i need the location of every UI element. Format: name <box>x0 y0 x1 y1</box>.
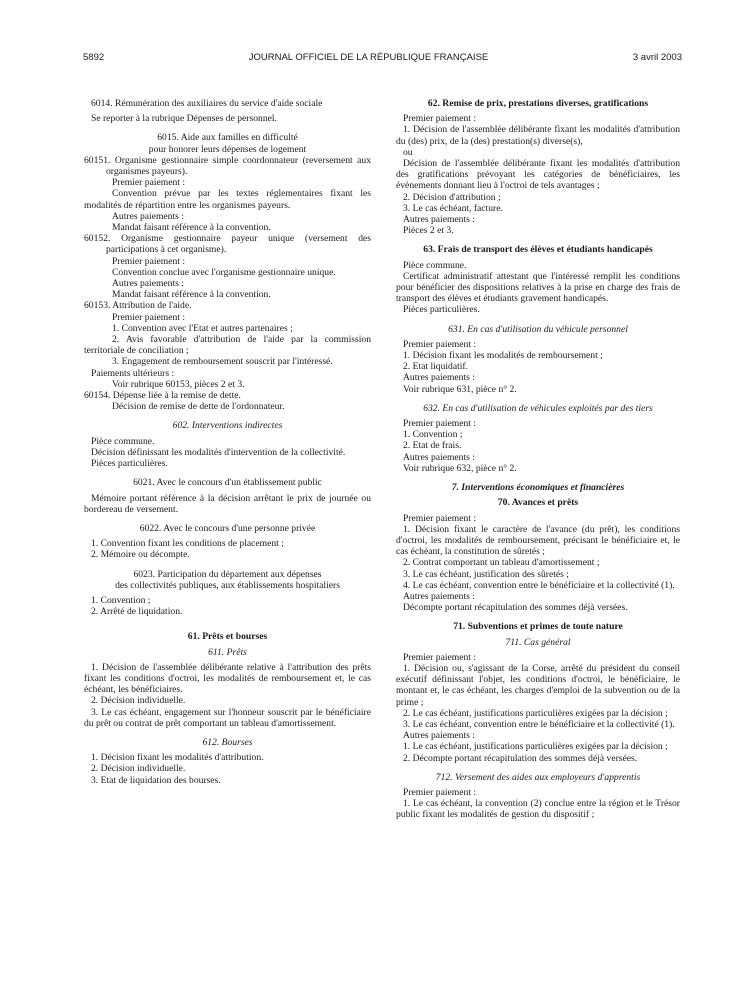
list-item: 3. Etat de liquidation des bourses. <box>91 774 221 786</box>
section-heading: des collectivités publiques, aux établissements hospitaliers <box>115 579 340 591</box>
list-item: 1. Décision fixant les modalités d'attribution. <box>91 752 264 764</box>
list-item: 3. Le cas échéant, facture. <box>403 202 503 214</box>
label: Autres paiements : <box>403 451 475 463</box>
list-item: 3. Le cas échéant, engagement sur l'honneur souscrit par le bénéficiaire du prêt ou contrat de prêt comportant un tableau d'amortissement. <box>84 706 371 729</box>
list-item: 2. Mémoire ou décompte. <box>91 549 190 561</box>
list-item: 2. Arrêté de liquidation. <box>91 606 183 618</box>
subsection-item: 60152. Organisme gestionnaire payeur unique (versement des participations à cet organisme). <box>84 233 371 256</box>
paragraph: Décision de remise de dette de l'ordonnateur. <box>112 401 285 413</box>
list-item: 3. Engagement de remboursement souscrit par l'intéressé. <box>112 356 333 368</box>
label: Autres paiements : <box>403 730 475 742</box>
label: Premier paiement : <box>112 177 185 189</box>
label: Premier paiement : <box>403 512 476 524</box>
paragraph: Mandat faisant référence à la convention. <box>112 289 271 301</box>
subsection-item: 60151. Organisme gestionnaire simple coordonnateur (reversement aux organismes payeurs). <box>84 154 371 178</box>
paragraph: Voir rubrique 631, pièce n° 2. <box>403 383 517 395</box>
paragraph: Convention prévue par les textes réglementaires fixant les modalités de répartition entre les organismes payeurs. <box>84 188 371 211</box>
section-heading: 612. Bourses <box>202 736 253 748</box>
subsection-item: 60153. Attribution de l'aide. <box>84 300 192 312</box>
list-item: 2. Décision d'attribution ; <box>403 191 501 203</box>
right-column <box>396 98 680 821</box>
label: Autres paiements : <box>112 278 184 290</box>
list-item: 2. Avis favorable d'attribution de l'aide par la commission territoriale de conciliation ; <box>84 334 371 357</box>
subsection-item: 60154. Dépense liée à la remise de dette. <box>84 390 241 402</box>
label: Autres paiements : <box>112 210 184 222</box>
paragraph: ou <box>403 146 413 158</box>
list-item: 1. Le cas échéant, la convention (2) conclue entre la région et le Trésor public fixant les modalités de gestion du dispositif ; <box>396 798 680 821</box>
left-column <box>84 98 371 786</box>
paragraph: Pièces particulières. <box>91 458 168 470</box>
section-heading: 712. Versement des aides aux employeurs d'apprentis <box>435 771 641 783</box>
section-heading: 611. Prêts <box>208 646 247 658</box>
section-heading: 632. En cas d'utilisation de véhicules exploités par des tiers <box>423 402 653 414</box>
paragraph: Pièces particulières. <box>403 304 480 316</box>
label: Premier paiement : <box>403 338 476 350</box>
label: Premier paiement : <box>403 651 476 663</box>
section-heading: 6015. Aide aux familles en difficulté <box>157 132 298 144</box>
label: Premier paiement : <box>112 255 185 267</box>
paragraph: Pièce commune. <box>403 259 467 271</box>
paragraph: Convention conclue avec l'organisme gestionnaire unique. <box>112 266 336 278</box>
list-item: 3. Le cas échéant, convention entre le bénéficiaire et la collectivité (1). <box>403 718 675 730</box>
paragraph: Voir rubrique 60153, pièces 2 et 3. <box>112 378 245 390</box>
list-item: 3. Le cas échéant, justification des sûretés ; <box>403 568 569 580</box>
list-item: 1. Décision de l'assemblée délibérante fixant les modalités d'attribution du (des) prix, de la (des) prestation(s) diverse(s), <box>396 124 680 147</box>
list-item: 1. Décision fixant le caractère de l'avance (du prêt), les conditions d'octroi, les modalités de remboursement, précisant le bénéficiaire et, le cas échéant, la constitution de sûretés ; <box>396 523 680 558</box>
section-heading: 70. Avances et prêts <box>497 497 579 509</box>
label: Premier paiement : <box>403 113 476 125</box>
paragraph: Certificat administratif attestant que l'intéressé remplit les conditions pour bénéficier des dispositions relatives à la prise en charge des frais de transport des élèves et étudiants gravement handicapés. <box>396 270 680 305</box>
section-heading: 711. Cas général <box>505 636 571 648</box>
list-item: 1. Convention ; <box>403 429 463 441</box>
paragraph: Se reporter à la rubrique Dépenses de personnel. <box>91 113 277 125</box>
section-heading: 6014. Rémunération des auxiliaires du service d'aide sociale <box>91 98 323 109</box>
section-heading: 6022. Avec le concours d'une personne privée <box>139 522 316 534</box>
list-item: 1. Convention ; <box>91 594 151 606</box>
chapter-heading: 61. Prêts et bourses <box>187 631 268 643</box>
section-heading: 631. En cas d'utilisation du véhicule personnel <box>448 323 628 335</box>
paragraph: Pièces 2 et 3. <box>403 225 454 237</box>
list-item: 1. Convention fixant les conditions de placement ; <box>91 538 284 550</box>
list-item: 2. Etat liquidatif. <box>403 361 469 373</box>
label: Autres paiements : <box>403 590 475 602</box>
list-item: 2. Etat de frais. <box>403 440 462 452</box>
list-item: 4. Le cas échéant, convention entre le bénéficiaire et la collectivité (1). <box>403 579 675 591</box>
paragraph: Décision de l'assemblée délibérante fixant les modalités d'attribution des gratifications prévoyant les catégories de bénéficiaires, les évènements donnant lieu à l'octroi de tels avantages ; <box>396 158 680 192</box>
list-item: 2. Le cas échéant, justifications particulières exigées par la décision ; <box>403 707 668 719</box>
label: Autres paiements : <box>403 214 475 226</box>
section-heading: 6021. Avec le concours d'un établissement public <box>133 477 322 489</box>
label: Premier paiement : <box>403 786 476 798</box>
list-item: 1. Décision ou, s'agissant de la Corse, arrêté du président du conseil exécutif définissant l'objet, les conditions d'octroi, le bénéficiaire, le montant et, le cas échéant, les charges d'emploi de la subvention ou de la prime ; <box>396 662 680 708</box>
label: Premier paiement : <box>403 418 476 430</box>
section-heading: 602. Interventions indirectes <box>172 420 283 432</box>
paragraph: Pièce commune. <box>91 435 155 447</box>
label: Paiements ultérieurs : <box>91 367 175 379</box>
list-item: 1. Le cas échéant, justifications particulières exigées par la décision ; <box>403 741 668 753</box>
chapter-heading: 7. Interventions économiques et financières <box>451 482 625 494</box>
list-item: 2. Décision individuelle. <box>91 763 186 775</box>
label: Autres paiements : <box>403 372 475 384</box>
list-item: 2. Décompte portant récapitulation des sommes déjà versées. <box>403 752 638 764</box>
paragraph: Décompte portant récapitulation des sommes déjà versées. <box>403 602 628 614</box>
list-item: 1. Décision fixant les modalités de remboursement ; <box>403 350 603 362</box>
chapter-heading: 63. Frais de transport des élèves et étudiants handicapés <box>423 244 653 256</box>
section-heading: 71. Subventions et primes de toute nature <box>453 621 623 633</box>
paragraph: Mémoire portant référence à la décision arrêtant le prix de journée ou bordereau de versement. <box>84 492 371 515</box>
paragraph: Mandat faisant référence à la convention. <box>112 222 271 234</box>
page-header <box>83 50 682 64</box>
journal-title: JOURNAL OFFICIEL DE LA RÉPUBLIQUE FRANÇAISE <box>248 51 489 63</box>
list-item: 2. Décision individuelle. <box>91 695 186 707</box>
page-number: 5892 <box>83 51 105 63</box>
section-heading: 6023. Participation du département aux dépenses <box>133 568 322 580</box>
paragraph: Décision définissant les modalités d'intervention de la collectivité. <box>91 446 346 458</box>
label: Premier paiement : <box>112 311 185 323</box>
paragraph: Voir rubrique 632, pièce n° 2. <box>403 462 517 474</box>
list-item: 1. Décision de l'assemblée délibérante relative à l'attribution des prêts fixant les conditions d'octroi, les modalités de remboursement et, le cas échéant, les bénéficiaires. <box>84 661 371 696</box>
section-heading: pour honorer leurs dépenses de logement <box>148 143 307 155</box>
list-item: 2. Contrat comportant un tableau d'amortissement ; <box>403 557 600 569</box>
publication-date: 3 avril 2003 <box>632 51 682 63</box>
chapter-heading: 62. Remise de prix, prestations diverses, gratifications <box>427 98 649 109</box>
list-item: 1. Convention avec l'Etat et autres partenaires ; <box>112 322 293 334</box>
